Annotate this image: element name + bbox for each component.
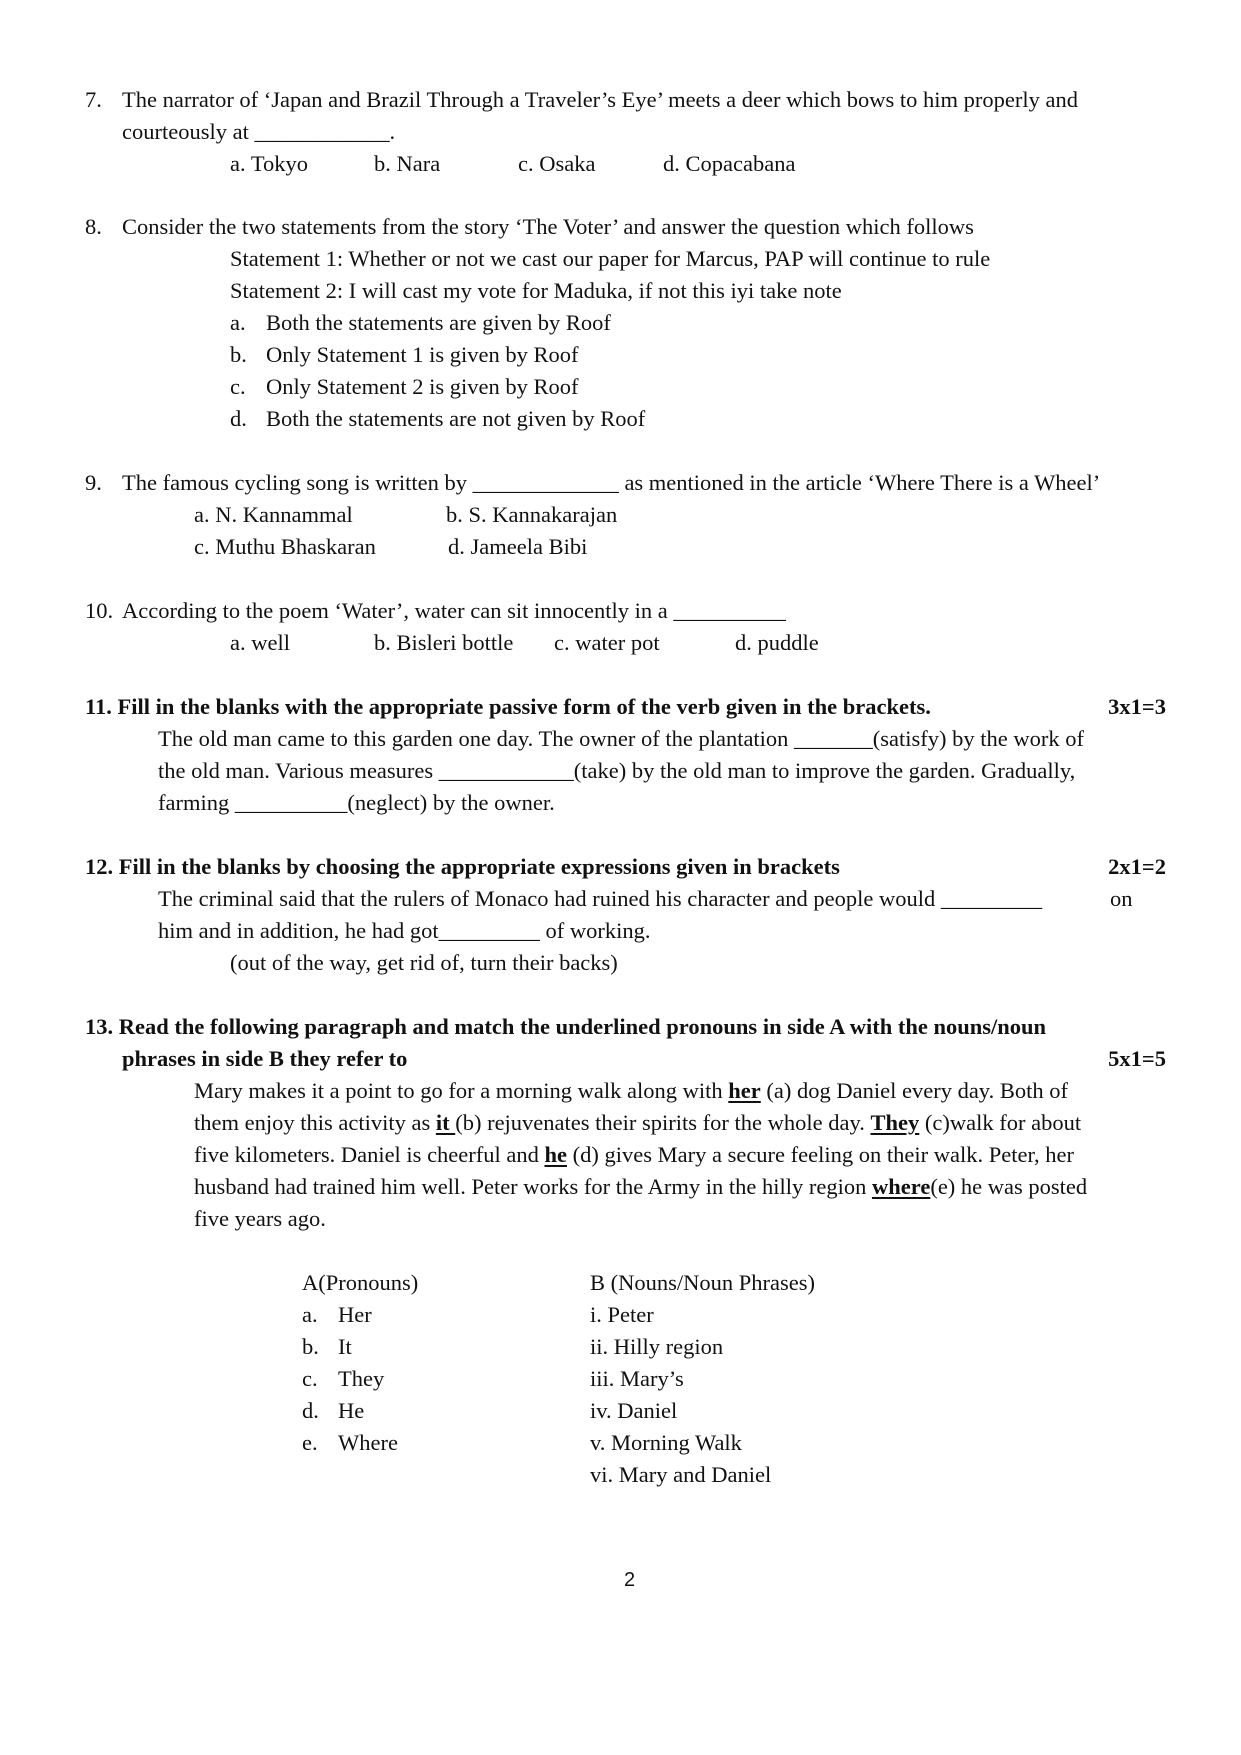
option-d: d. Copacabana	[663, 151, 796, 176]
paragraph-line	[194, 1075, 1068, 1107]
paragraph-text: husband had trained him well. Peter works for the Army in the hilly region	[194, 1174, 872, 1199]
pronoun-item: It	[338, 1334, 352, 1359]
pronoun-item: Where	[338, 1430, 398, 1455]
question-heading: phrases in side B they refer to	[122, 1046, 408, 1071]
passage-line-end: on	[1110, 886, 1133, 911]
passage-line: him and in addition, he had got_________ of working.	[158, 918, 651, 943]
underlined-pronoun: he	[544, 1142, 567, 1167]
option-letter: b.	[230, 342, 247, 367]
paragraph-line	[194, 1171, 1087, 1203]
option-b: b. Nara	[374, 151, 441, 176]
option-d: d. puddle	[735, 630, 819, 655]
page-number: 2	[624, 1569, 636, 1591]
pronoun-letter: a.	[302, 1302, 318, 1327]
underlined-pronoun: They	[870, 1110, 920, 1135]
marks-label: 3x1=3	[1108, 694, 1166, 719]
paragraph-line	[194, 1107, 1081, 1139]
option-letter: d.	[230, 406, 247, 431]
pronoun-item: They	[338, 1366, 385, 1391]
question-number: 10.	[85, 598, 114, 623]
noun-item: ii. Hilly region	[590, 1334, 724, 1359]
option-c: c. water pot	[554, 630, 660, 655]
option-b: b. S. Kannakarajan	[446, 502, 618, 527]
underlined-pronoun: her	[728, 1078, 761, 1103]
option-c: Only Statement 2 is given by Roof	[266, 374, 579, 399]
question-text: The narrator of ‘Japan and Brazil Through a Traveler’s Eye’ meets a deer which bows to him properly and	[122, 87, 1078, 112]
paragraph-text: (c)walk for about	[919, 1110, 1082, 1135]
paragraph-text: (b) rejuvenates their spirits for the whole day.	[455, 1110, 871, 1135]
option-a: a. well	[230, 630, 290, 655]
pronoun-item: He	[338, 1398, 365, 1423]
marks-label: 5x1=5	[1108, 1046, 1166, 1071]
pronoun-item: Her	[338, 1302, 372, 1327]
option-letter: a.	[230, 310, 246, 335]
noun-item: vi. Mary and Daniel	[590, 1462, 772, 1487]
option-c: c. Osaka	[518, 151, 596, 176]
noun-item: i. Peter	[590, 1302, 654, 1327]
option-b: Only Statement 1 is given by Roof	[266, 342, 579, 367]
passage-line: the old man. Various measures ____________(take) by the old man to improve the garden. Gradually,	[158, 758, 1076, 783]
option-a: a. Tokyo	[230, 151, 309, 176]
noun-item: v. Morning Walk	[590, 1430, 742, 1455]
paragraph-text: Mary makes it a point to go for a morning walk along with	[194, 1078, 729, 1103]
question-heading: 13. Read the following paragraph and match the underlined pronouns in side A with the nouns/noun	[85, 1014, 1047, 1039]
question-number: 7.	[85, 87, 102, 112]
underlined-pronoun: where	[872, 1174, 931, 1199]
paragraph-text: (a) dog Daniel every day. Both of	[760, 1078, 1068, 1103]
pronoun-letter: e.	[302, 1430, 318, 1455]
option-letter: c.	[230, 374, 246, 399]
marks-label: 2x1=2	[1108, 854, 1166, 879]
column-b-header: B (Nouns/Noun Phrases)	[590, 1270, 815, 1295]
passage-line: The criminal said that the rulers of Monaco had ruined his character and people would _________	[158, 886, 1043, 911]
paragraph-text: five kilometers. Daniel is cheerful and	[194, 1142, 545, 1167]
noun-item: iv. Daniel	[590, 1398, 678, 1423]
option-b: b. Bisleri bottle	[374, 630, 514, 655]
question-number: 9.	[85, 470, 102, 495]
question-text: The famous cycling song is written by _____________ as mentioned in the article ‘Where There is a Wheel’	[122, 470, 1101, 495]
passage-line: farming __________(neglect) by the owner.	[158, 790, 555, 815]
option-d: d. Jameela Bibi	[448, 534, 588, 559]
statement-1: Statement 1: Whether or not we cast our paper for Marcus, PAP will continue to rule	[230, 246, 991, 271]
option-a: a. N. Kannammal	[194, 502, 353, 527]
pronoun-letter: b.	[302, 1334, 319, 1359]
passage-line: The old man came to this garden one day. The owner of the plantation _______(satisfy) by the work of	[158, 726, 1085, 751]
pronoun-letter: d.	[302, 1398, 319, 1423]
question-text: Consider the two statements from the story ‘The Voter’ and answer the question which follows	[122, 214, 974, 239]
paragraph-text: (d) gives Mary a secure feeling on their walk. Peter, her	[567, 1142, 1075, 1167]
question-heading: 12. Fill in the blanks by choosing the appropriate expressions given in brackets	[85, 854, 840, 879]
option-d: Both the statements are not given by Roof	[266, 406, 646, 431]
question-text: According to the poem ‘Water’, water can sit innocently in a __________	[122, 598, 786, 623]
paragraph-line	[194, 1139, 1074, 1171]
paragraph-text: (e) he was posted	[930, 1174, 1088, 1199]
underlined-pronoun: it	[435, 1110, 456, 1135]
pronoun-letter: c.	[302, 1366, 318, 1391]
question-text: courteously at ____________.	[122, 119, 396, 144]
expression-choices: (out of the way, get rid of, turn their backs)	[230, 950, 618, 975]
statement-2: Statement 2: I will cast my vote for Maduka, if not this iyi take note	[230, 278, 842, 303]
column-a-header: A(Pronouns)	[302, 1270, 419, 1295]
option-a: Both the statements are given by Roof	[266, 310, 611, 335]
question-number: 8.	[85, 214, 102, 239]
question-heading: 11. Fill in the blanks with the appropriate passive form of the verb given in the brackets.	[85, 694, 931, 719]
option-c: c. Muthu Bhaskaran	[194, 534, 376, 559]
paragraph-text: them enjoy this activity as	[194, 1110, 436, 1135]
paragraph-line: five years ago.	[194, 1206, 326, 1231]
noun-item: iii. Mary’s	[590, 1366, 684, 1391]
